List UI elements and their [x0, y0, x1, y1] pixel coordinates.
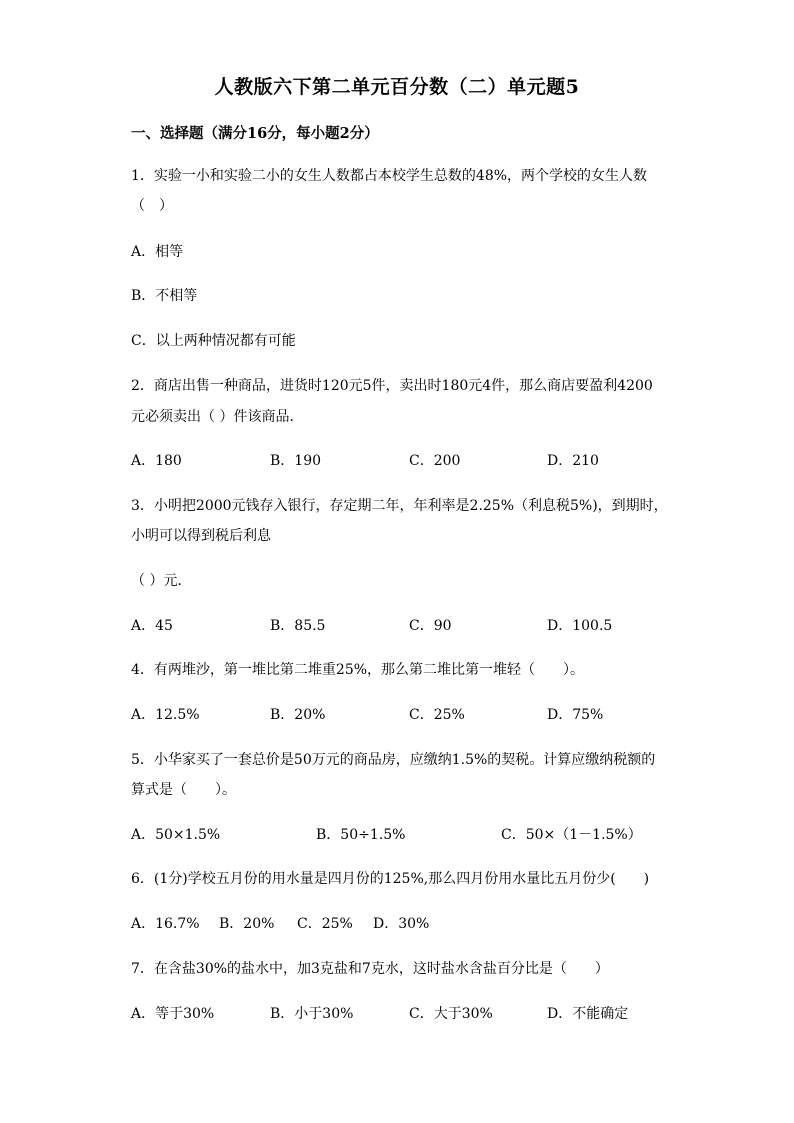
question-1-option-b: B．不相等: [131, 288, 198, 304]
question-3-option-d: D．100.5: [547, 618, 613, 634]
question-4-option-d: D．75%: [547, 707, 604, 723]
question-5-option-c: C．50×（1－1.5%）: [501, 827, 642, 843]
question-5-text-line-2: 算式是（ ）。: [131, 782, 236, 798]
question-2-option-a: A．180: [131, 453, 182, 469]
question-4-text-line-1: 4．有两堆沙，第一堆比第二堆重25%，那么第二堆比第一堆轻（ ）。: [131, 662, 585, 678]
question-3-text-line-1: 3．小明把2000元钱存入银行，存定期二年，年利率是2.25%（利息税5%)，到期时，: [131, 498, 668, 514]
question-6-text-line-1: 6．(1分)学校五月份的用水量是四月份的125%,那么四月份用水量比五月份少( ): [131, 871, 650, 887]
question-3-option-a: A．45: [131, 618, 173, 634]
question-1-option-c: C．以上两种情况都有可能: [131, 333, 296, 349]
question-5-text-line-1: 5．小华家买了一套总价是50万元的商品房，应缴纳1.5%的契税。计算应缴纳税额的: [131, 752, 656, 768]
section-heading: 一、选择题（满分16分，每小题2分）: [131, 125, 379, 142]
question-2-option-b: B．190: [270, 453, 322, 469]
question-5-option-b: B．50÷1.5%: [316, 827, 406, 843]
question-2-text-line-1: 2．商店出售一种商品，进货时120元5件，卖出时180元4件，那么商店要盈利4200: [131, 378, 653, 394]
question-6-option-a: A．16.7%: [131, 916, 200, 932]
question-2-option-c: C．200: [409, 453, 461, 469]
question-4-option-a: A．12.5%: [131, 707, 200, 723]
question-7-option-b: B．小于30%: [270, 1006, 354, 1022]
question-1-text-line-1: 1．实验一小和实验二小的女生人数都占本校学生总数的48%，两个学校的女生人数: [131, 168, 648, 184]
question-3-option-b: B．85.5: [270, 618, 326, 634]
question-1-text-line-2: （ ）: [131, 198, 173, 214]
question-6-option-d: D．30%: [373, 916, 430, 932]
question-7-option-a: A．等于30%: [131, 1006, 215, 1022]
question-3-text-line-2: 小明可以得到税后利息: [131, 528, 271, 544]
document-title: 人教版六下第二单元百分数（二）单元题5: [214, 76, 580, 98]
question-2-option-d: D．210: [547, 453, 599, 469]
question-2-text-line-2: 元必须卖出（ ）件该商品．: [131, 409, 304, 425]
question-3-text-line-3: （ ）元．: [131, 573, 192, 589]
question-6-option-c: C．25%: [297, 916, 353, 932]
question-4-option-c: C．25%: [409, 707, 465, 723]
question-4-option-b: B．20%: [270, 707, 326, 723]
question-7-text-line-1: 7．在含盐30%的盐水中，加3克盐和7克水，这时盐水含盐百分比是（ ）: [131, 961, 609, 977]
question-3-option-c: C．90: [409, 618, 452, 634]
question-5-option-a: A．50×1.5%: [131, 827, 221, 843]
question-7-option-c: C．大于30%: [409, 1006, 493, 1022]
question-1-option-a: A．相等: [131, 244, 184, 260]
question-6-option-b: B．20%: [219, 916, 275, 932]
question-7-option-d: D．不能确定: [547, 1006, 629, 1022]
